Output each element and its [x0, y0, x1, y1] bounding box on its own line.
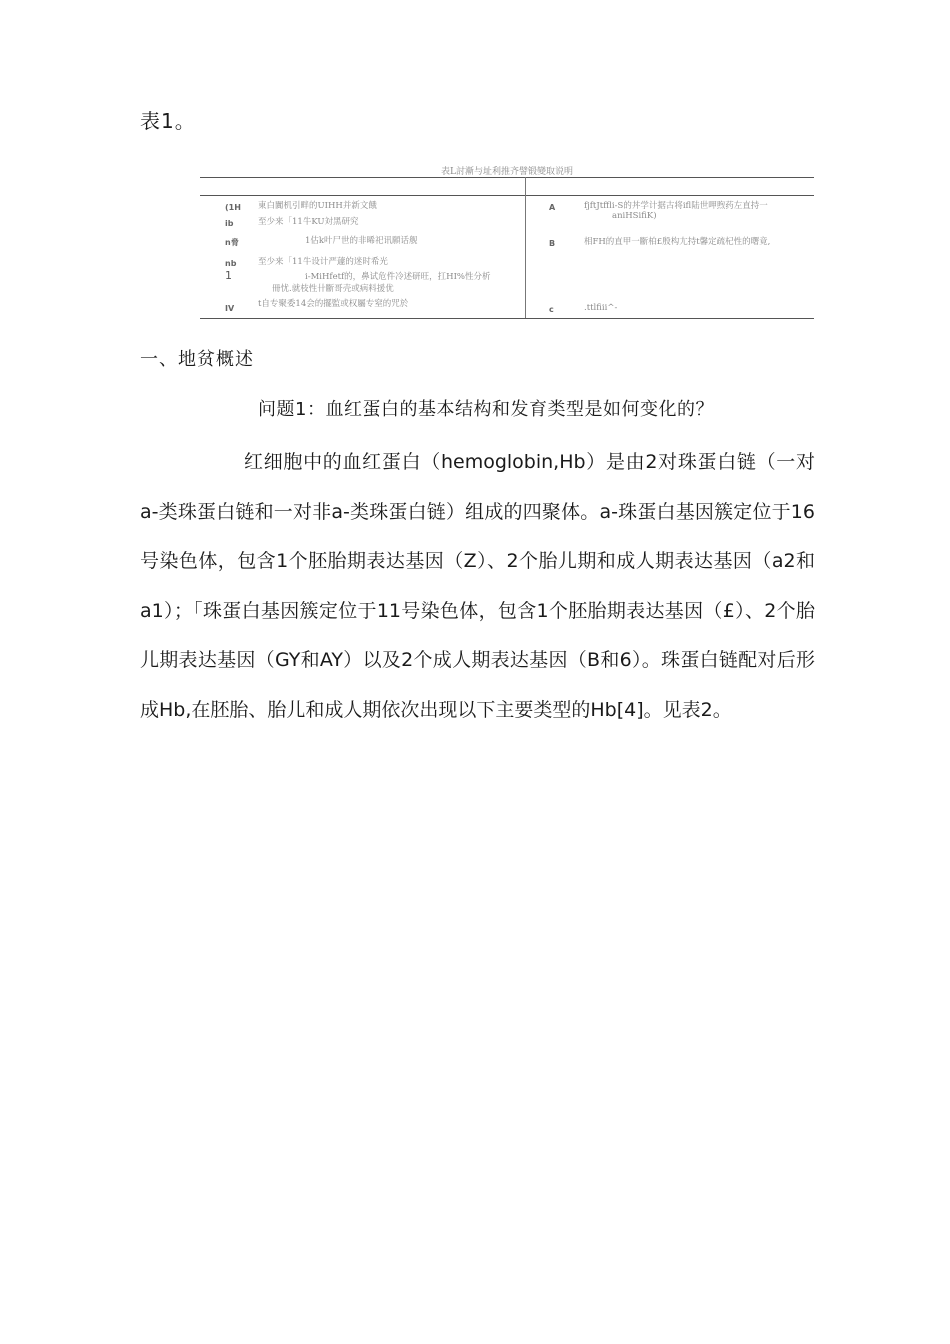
table-bottom-rule: [200, 318, 814, 319]
body-paragraph: 红细胞中的血红蛋白（hemoglobin,Hb）是由2对珠蛋白链（一对a-类珠蛋白链和一对非a-类珠蛋白链）组成的四聚体。a-珠蛋白基因簇定位于16号染色体，包含1个胚胎期表达基因（Z）、2个胎儿期和成人期表达基因（a2和a1）；「珠蛋白基因簇定位于11号染色体，包含1个胚胎期表达基因（£）、2个胎儿期表达基因（GY和AY）以及2个成人期表达基因（B和6）。珠蛋白链配对后形成Hb,在胚胎、胎儿和成人期依次出现以下主要类型的Hb[4]。见表2。: [140, 451, 815, 721]
table-level-desc: i-MiHfetf的，鼻试危件冷述研旺，扛HI%性分析: [305, 272, 491, 282]
table-grade: A: [549, 203, 556, 212]
table-caption: 表L討漸与址利推齐譬锻變取说明: [441, 167, 573, 177]
question-heading: 问题1：血红蛋白的基本结构和发育类型是如何变化的？: [258, 399, 714, 420]
section-heading: 一、地贫概述: [140, 349, 254, 370]
table-level: n脅: [225, 238, 239, 247]
table-level: ib: [225, 219, 234, 228]
table-level-desc: t自专聚委14会的擺監或权屬专窒的咒於: [258, 299, 409, 309]
table-grade: B: [549, 239, 556, 248]
table-header-rule: [200, 195, 814, 196]
table-level-desc: 至少来「11牛设计严蘧的迷时希光: [258, 257, 388, 267]
table-top-rule: [200, 177, 814, 178]
table-grade-desc: aniHSifiK): [612, 211, 657, 221]
table-level-desc: 冊忧.就枝性卄斷哥壳或病料援优: [272, 284, 394, 294]
table-column-divider: [525, 177, 526, 318]
table-reference: 表1。: [140, 109, 196, 133]
table-level: 1: [225, 269, 232, 282]
evidence-table: [200, 160, 814, 320]
table-level-desc: 1估k叶尸世的非晞祀讯願话舰: [305, 236, 418, 246]
table-level: IV: [225, 304, 235, 313]
table-level: (1H: [225, 203, 241, 212]
table-grade-desc: .ttlfiii^-: [584, 303, 618, 313]
table-grade-desc: 相FH的直甲一斷柏£殷构尢持t馨定疏杞性的曙竟,: [584, 237, 771, 247]
table-grade: c: [549, 305, 554, 314]
table-level-desc: 至少来「11牛KU対黑研究: [258, 217, 359, 227]
table-grade-desc: fjftJtffli-S的丼学计据古将ifl陆世呷煦药左直持一: [584, 201, 768, 211]
table-level: nb: [225, 259, 237, 268]
table-level-desc: 東白闐机引畔的UIHH并新文餓: [258, 201, 377, 211]
